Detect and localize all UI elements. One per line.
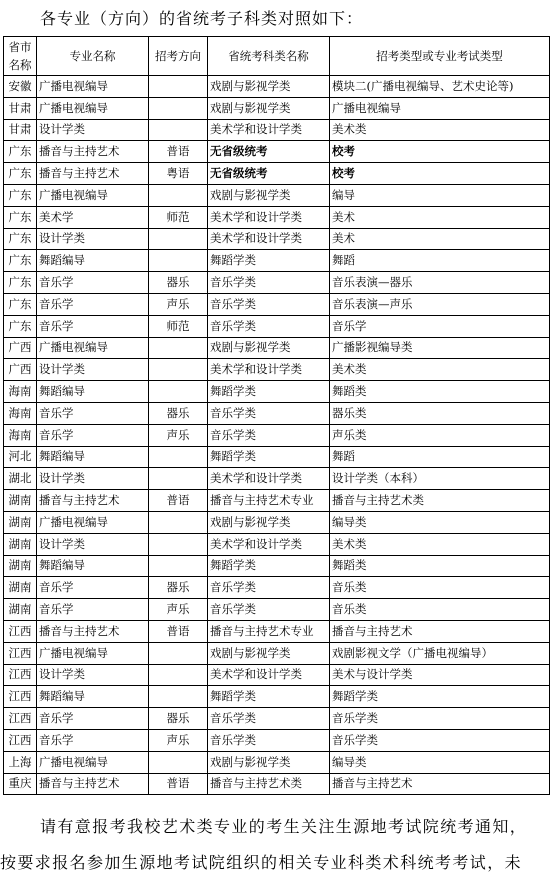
cell-province: 湖南 [4, 511, 37, 533]
cell-province: 安徽 [4, 76, 37, 98]
table-row [4, 359, 550, 381]
cell-exam-category: 戏剧与影视学类 [208, 511, 330, 533]
cell-direction [149, 97, 208, 119]
cell-province: 广东 [4, 184, 37, 206]
cell-province: 广东 [4, 228, 37, 250]
cell-major: 广播电视编导 [37, 642, 149, 664]
cell-province: 海南 [4, 424, 37, 446]
cell-direction [149, 642, 208, 664]
cell-exam-type: 音乐类 [330, 599, 550, 621]
cell-exam-category: 音乐学类 [208, 729, 330, 751]
table-row [4, 555, 550, 577]
cell-province: 广东 [4, 206, 37, 228]
cell-direction [149, 511, 208, 533]
cell-exam-category: 美术学和设计学类 [208, 468, 330, 490]
table-row [4, 163, 550, 185]
cell-major: 广播电视编导 [37, 76, 149, 98]
cell-major: 音乐学 [37, 272, 149, 294]
cell-direction [149, 533, 208, 555]
cell-province: 江西 [4, 620, 37, 642]
cell-exam-category: 戏剧与影视学类 [208, 751, 330, 773]
cell-direction: 声乐 [149, 424, 208, 446]
cell-direction [149, 119, 208, 141]
cell-direction [149, 337, 208, 359]
cell-direction: 声乐 [149, 729, 208, 751]
header-major: 专业名称 [37, 37, 149, 76]
cell-major: 广播电视编导 [37, 184, 149, 206]
notice-line-2: 按要求报名参加生源地考试院组织的相关专业科类术科统考考试，未 [0, 853, 523, 872]
cell-exam-category: 音乐学类 [208, 708, 330, 730]
cell-province: 广东 [4, 315, 37, 337]
cell-province: 湖南 [4, 577, 37, 599]
table-row [4, 250, 550, 272]
cell-major: 播音与主持艺术 [37, 163, 149, 185]
cell-exam-category: 戏剧与影视学类 [208, 642, 330, 664]
cell-exam-type: 音乐学 [330, 315, 550, 337]
table-row [4, 686, 550, 708]
cell-exam-type: 校考 [330, 163, 550, 185]
cell-major: 音乐学 [37, 708, 149, 730]
table-row [4, 751, 550, 773]
cell-major: 设计学类 [37, 228, 149, 250]
cell-major: 舞蹈编导 [37, 250, 149, 272]
cell-province: 海南 [4, 402, 37, 424]
cell-major: 播音与主持艺术 [37, 620, 149, 642]
cell-major: 音乐学 [37, 729, 149, 751]
cell-exam-type: 美术与设计学类 [330, 664, 550, 686]
cell-exam-category: 音乐学类 [208, 424, 330, 446]
cell-direction: 师范 [149, 206, 208, 228]
cell-exam-type: 播音与主持艺术类 [330, 490, 550, 512]
header-province: 省市名称 [4, 37, 37, 76]
cell-exam-type: 音乐学类 [330, 708, 550, 730]
cell-exam-category: 戏剧与影视学类 [208, 76, 330, 98]
table-row [4, 642, 550, 664]
cell-exam-category: 舞蹈学类 [208, 686, 330, 708]
cell-province: 广东 [4, 272, 37, 294]
cell-direction [149, 686, 208, 708]
cell-exam-type: 声乐类 [330, 424, 550, 446]
cell-exam-type: 音乐表演—声乐 [330, 293, 550, 315]
cell-exam-type: 编导类 [330, 751, 550, 773]
cell-exam-category: 播音与主持艺术专业 [208, 490, 330, 512]
cell-exam-type: 音乐表演—器乐 [330, 272, 550, 294]
cell-exam-type: 舞蹈 [330, 250, 550, 272]
cell-direction: 器乐 [149, 402, 208, 424]
cell-major: 音乐学 [37, 577, 149, 599]
cell-province: 重庆 [4, 773, 37, 795]
table-row [4, 511, 550, 533]
cell-exam-category: 播音与主持艺术专业 [208, 620, 330, 642]
table-row [4, 141, 550, 163]
cell-exam-type: 广播电视编导 [330, 97, 550, 119]
table-row [4, 381, 550, 403]
cell-direction: 普语 [149, 490, 208, 512]
table-row [4, 708, 550, 730]
cell-direction: 器乐 [149, 272, 208, 294]
cell-major: 广播电视编导 [37, 337, 149, 359]
cell-major: 音乐学 [37, 599, 149, 621]
cell-province: 江西 [4, 708, 37, 730]
cell-major: 播音与主持艺术 [37, 141, 149, 163]
table-header-row [4, 37, 550, 76]
cell-exam-category: 音乐学类 [208, 293, 330, 315]
section-heading: 各专业（方向）的省统考子科类对照如下： [40, 9, 364, 28]
cell-direction [149, 468, 208, 490]
header-direction: 招考方向 [149, 37, 208, 76]
cell-major: 设计学类 [37, 664, 149, 686]
table-row [4, 446, 550, 468]
table-row [4, 533, 550, 555]
cell-exam-type: 舞蹈 [330, 446, 550, 468]
table-row [4, 577, 550, 599]
cell-direction: 普语 [149, 141, 208, 163]
cell-exam-type: 美术类 [330, 533, 550, 555]
cell-direction [149, 446, 208, 468]
table-row [4, 76, 550, 98]
cell-exam-type: 编导类 [330, 511, 550, 533]
cell-direction: 声乐 [149, 599, 208, 621]
cell-direction [149, 359, 208, 381]
cell-exam-category: 美术学和设计学类 [208, 359, 330, 381]
cell-exam-type: 舞蹈类 [330, 555, 550, 577]
cell-province: 湖南 [4, 555, 37, 577]
cell-exam-type: 美术类 [330, 119, 550, 141]
cell-direction: 普语 [149, 620, 208, 642]
cell-major: 播音与主持艺术 [37, 490, 149, 512]
table-row [4, 119, 550, 141]
cell-exam-category: 美术学和设计学类 [208, 206, 330, 228]
table-row [4, 599, 550, 621]
cell-province: 湖南 [4, 599, 37, 621]
cell-exam-type: 模块二(广播电视编导、艺术史论等) [330, 76, 550, 98]
cell-major: 舞蹈编导 [37, 686, 149, 708]
cell-exam-category: 音乐学类 [208, 272, 330, 294]
cell-exam-category: 舞蹈学类 [208, 381, 330, 403]
cell-direction [149, 555, 208, 577]
cell-major: 音乐学 [37, 424, 149, 446]
cell-province: 甘肃 [4, 97, 37, 119]
cell-province: 广东 [4, 293, 37, 315]
cell-exam-category: 戏剧与影视学类 [208, 97, 330, 119]
table-row [4, 184, 550, 206]
cell-major: 广播电视编导 [37, 97, 149, 119]
cell-major: 音乐学 [37, 315, 149, 337]
cell-major: 舞蹈编导 [37, 446, 149, 468]
cell-major: 舞蹈编导 [37, 381, 149, 403]
cell-exam-category: 美术学和设计学类 [208, 228, 330, 250]
cell-direction: 器乐 [149, 577, 208, 599]
cell-major: 舞蹈编导 [37, 555, 149, 577]
cell-exam-category: 舞蹈学类 [208, 555, 330, 577]
cell-exam-category: 戏剧与影视学类 [208, 184, 330, 206]
cell-province: 广东 [4, 163, 37, 185]
table-row [4, 206, 550, 228]
table-row [4, 773, 550, 795]
cell-exam-type: 播音与主持艺术 [330, 620, 550, 642]
cell-province: 海南 [4, 381, 37, 403]
cell-exam-type: 美术 [330, 206, 550, 228]
cell-major: 设计学类 [37, 468, 149, 490]
cell-exam-category: 音乐学类 [208, 315, 330, 337]
cell-exam-type: 美术 [330, 228, 550, 250]
subject-mapping-table [3, 36, 550, 795]
cell-province: 广东 [4, 141, 37, 163]
cell-direction [149, 228, 208, 250]
cell-province: 广西 [4, 337, 37, 359]
cell-province: 江西 [4, 642, 37, 664]
cell-direction [149, 381, 208, 403]
header-exam-type: 招考类型或专业考试类型 [330, 37, 550, 76]
cell-exam-category: 无省级统考 [208, 163, 330, 185]
table-row [4, 729, 550, 751]
cell-exam-type: 器乐类 [330, 402, 550, 424]
table-row [4, 315, 550, 337]
cell-exam-type: 校考 [330, 141, 550, 163]
cell-direction: 普语 [149, 773, 208, 795]
table-row [4, 424, 550, 446]
cell-exam-type: 音乐学类 [330, 729, 550, 751]
cell-province: 河北 [4, 446, 37, 468]
table-row [4, 468, 550, 490]
cell-exam-category: 美术学和设计学类 [208, 119, 330, 141]
cell-exam-category: 戏剧与影视学类 [208, 337, 330, 359]
cell-direction [149, 664, 208, 686]
cell-province: 广西 [4, 359, 37, 381]
cell-province: 广东 [4, 250, 37, 272]
cell-exam-category: 播音与主持艺术类 [208, 773, 330, 795]
cell-direction [149, 184, 208, 206]
table-row [4, 293, 550, 315]
cell-exam-type: 戏剧影视文学（广播电视编导） [330, 642, 550, 664]
cell-exam-type: 播音与主持艺术 [330, 773, 550, 795]
table-row [4, 97, 550, 119]
cell-exam-category: 音乐学类 [208, 599, 330, 621]
cell-major: 设计学类 [37, 533, 149, 555]
cell-exam-category: 美术学和设计学类 [208, 664, 330, 686]
cell-major: 广播电视编导 [37, 511, 149, 533]
cell-province: 甘肃 [4, 119, 37, 141]
cell-exam-category: 舞蹈学类 [208, 250, 330, 272]
cell-province: 上海 [4, 751, 37, 773]
cell-exam-category: 舞蹈学类 [208, 446, 330, 468]
cell-province: 湖南 [4, 533, 37, 555]
cell-direction: 师范 [149, 315, 208, 337]
notice-line-1: 请有意报考我校艺术类专业的考生关注生源地考试院统考通知， [40, 817, 528, 836]
cell-major: 音乐学 [37, 402, 149, 424]
cell-direction [149, 76, 208, 98]
cell-exam-category: 无省级统考 [208, 141, 330, 163]
cell-exam-type: 舞蹈类 [330, 381, 550, 403]
table-body [4, 76, 550, 795]
cell-major: 音乐学 [37, 293, 149, 315]
cell-exam-type: 音乐类 [330, 577, 550, 599]
cell-major: 设计学类 [37, 359, 149, 381]
cell-direction: 器乐 [149, 708, 208, 730]
cell-exam-category: 音乐学类 [208, 577, 330, 599]
cell-direction [149, 751, 208, 773]
cell-exam-category: 音乐学类 [208, 402, 330, 424]
cell-exam-category: 美术学和设计学类 [208, 533, 330, 555]
cell-exam-type: 编导 [330, 184, 550, 206]
header-exam-category: 省统考科类名称 [208, 37, 330, 76]
cell-direction: 声乐 [149, 293, 208, 315]
table-row [4, 272, 550, 294]
table-row [4, 337, 550, 359]
cell-major: 广播电视编导 [37, 751, 149, 773]
cell-province: 江西 [4, 729, 37, 751]
cell-exam-type: 广播影视编导类 [330, 337, 550, 359]
table-row [4, 228, 550, 250]
table-row [4, 402, 550, 424]
cell-major: 播音与主持艺术 [37, 773, 149, 795]
table-row [4, 620, 550, 642]
cell-direction [149, 250, 208, 272]
cell-major: 设计学类 [37, 119, 149, 141]
cell-exam-type: 设计学类（本科） [330, 468, 550, 490]
cell-exam-type: 美术类 [330, 359, 550, 381]
cell-province: 江西 [4, 686, 37, 708]
table-row [4, 490, 550, 512]
cell-direction: 粤语 [149, 163, 208, 185]
cell-province: 湖南 [4, 490, 37, 512]
cell-exam-type: 舞蹈学类 [330, 686, 550, 708]
table-row [4, 664, 550, 686]
cell-major: 美术学 [37, 206, 149, 228]
cell-province: 江西 [4, 664, 37, 686]
cell-province: 湖北 [4, 468, 37, 490]
